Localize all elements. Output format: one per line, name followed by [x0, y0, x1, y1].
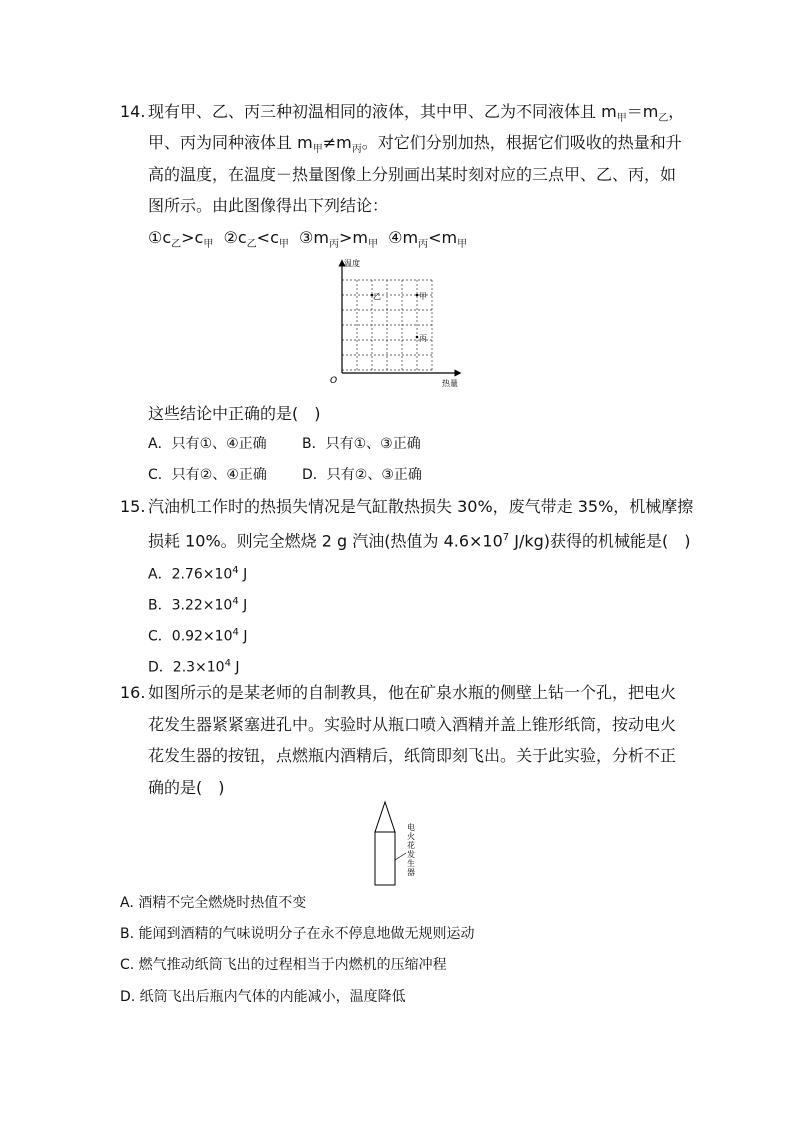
q15-option-a-value: 2.76×10 [171, 566, 233, 583]
origin-label: O [330, 376, 338, 386]
q15-option-b[interactable] [148, 591, 247, 617]
q14-option-d[interactable]: D．只有②、③正确 [302, 467, 422, 483]
q15-option-a[interactable] [148, 560, 247, 586]
q14-line3: 高的温度，在温度－热量图像上分别画出某时刻对应的三点甲、乙、丙，如 [148, 165, 677, 184]
q16-option-a[interactable]: A. 酒精不完全燃烧时热值不变 [120, 895, 307, 911]
q14-line2-text-b: ≠m [322, 133, 352, 152]
q16-option-c[interactable]: C. 燃气推动纸筒飞出的过程相当于内燃机的压缩冲程 [120, 957, 447, 973]
device-label-char: 生 [407, 859, 415, 868]
q15-line2-text-a: 损耗 10%。则完全燃烧 2 g 汽油(热值为 4.6×10 [148, 531, 503, 551]
q15-option-b-exp: 4 [232, 596, 239, 607]
q16-line2: 花发生器紧紧塞进孔中。实验时从瓶口喷入酒精并盖上锥形纸筒，按动电火 [148, 715, 677, 734]
paper-cone [375, 802, 395, 832]
point-yi-label: 乙 [373, 292, 381, 301]
q14-line1-text-a: 现有甲、乙、丙三种初温相同的液体，其中甲、乙为不同液体且 m [148, 102, 617, 121]
q15-option-a-exp: 4 [232, 565, 239, 576]
q16-option-d[interactable]: D. 纸筒飞出后瓶内气体的内能减小，温度降低 [120, 989, 406, 1005]
q15-option-c-value: 0.92×10 [171, 628, 233, 645]
q14-line1-text-c: ， [668, 102, 685, 121]
q14-option-b[interactable]: B．只有①、③正确 [302, 436, 421, 452]
q16-line3: 花发生器的按钮，点燃瓶内酒精后，纸筒即刻飞出。关于此实验，分析不正 [148, 746, 677, 765]
device-label-char: 器 [407, 868, 415, 877]
conclusion-4-a: ④m [388, 228, 419, 247]
q14-option-a[interactable]: A．只有①、④正确 [148, 436, 267, 452]
point-bing-label: 丙 [419, 334, 427, 343]
q15-option-d-label: D． [148, 659, 173, 676]
q15-line2 [148, 527, 691, 552]
q14-line4: 图所示。由此图像得出下列结论： [148, 196, 389, 215]
q15-option-d-exp: 4 [224, 658, 231, 669]
q15-option-a-unit: J [238, 566, 248, 583]
point-jia [416, 294, 419, 297]
q14-sub-jia-2: 甲 [312, 144, 323, 156]
q14-sub-yi-1: 乙 [658, 113, 669, 125]
q15-option-b-label: B． [148, 597, 172, 614]
q14-line2-text-c: 。对它们分别加热，根据它们吸收的热量和升 [361, 133, 682, 152]
mineral-bottle [375, 832, 395, 885]
temperature-heat-graph [320, 255, 470, 390]
q15-option-d-value: 2.3×10 [172, 659, 225, 676]
q15-option-d[interactable] [148, 653, 240, 679]
q16-option-b[interactable]: B. 能闻到酒精的气味说明分子在永不停息地做无规则运动 [120, 926, 475, 942]
conclusion-4-sub-2: 甲 [457, 239, 468, 251]
q15-option-c-label: C． [148, 628, 172, 645]
q15-exponent: 7 [502, 532, 510, 543]
q14-option-c[interactable]: C．只有②、④正确 [148, 467, 267, 483]
conclusion-4-sub-1: 丙 [418, 239, 429, 251]
q15-option-b-unit: J [238, 597, 248, 614]
q14-line2 [148, 132, 682, 161]
conclusion-2-a: ②c [223, 228, 247, 247]
device-label-char: 发 [407, 850, 415, 859]
q14-number: 14. [120, 102, 146, 121]
q14-conclusions [148, 227, 467, 256]
conclusion-1-sub-1: 乙 [171, 239, 182, 251]
q16-line4: 确的是( ) [148, 778, 225, 797]
point-jia-label: 甲 [419, 292, 427, 301]
q14-line1-text-b: ＝m [626, 102, 659, 121]
conclusion-1-sub-2: 甲 [203, 239, 214, 251]
conclusion-3-b: >m [338, 228, 368, 247]
x-axis-label: 热量 [442, 379, 458, 388]
conclusion-2-sub-1: 乙 [246, 239, 257, 251]
point-bing [416, 336, 419, 339]
q15-option-c-unit: J [238, 628, 248, 645]
conclusion-1-a: ①c [148, 228, 172, 247]
q14-line2-text-a: 甲、丙为同种液体且 m [148, 133, 313, 152]
q16-number: 16. [120, 683, 146, 702]
q14-sub-jia-1: 甲 [616, 113, 627, 125]
q15-option-c-exp: 4 [232, 627, 239, 638]
q16-line1: 如图所示的是某老师的自制教具，他在矿泉水瓶的侧壁上钻一个孔，把电火 [148, 683, 677, 702]
q15-line1: 汽油机工作时的热损失情况是气缸散热损失 30%，废气带走 35%，机械摩擦 [148, 497, 694, 516]
conclusion-3-sub-2: 甲 [367, 239, 378, 251]
y-axis-label: 温度 [344, 259, 360, 268]
conclusion-1-b: >c [181, 228, 204, 247]
q15-option-d-unit: J [230, 659, 240, 676]
conclusion-4-b: <m [428, 228, 458, 247]
device-label-char: 火 [407, 832, 415, 841]
bottle-device-diagram [365, 800, 425, 890]
q14-line1 [148, 101, 684, 130]
conclusion-2-b: <c [256, 228, 279, 247]
spark-generator-leader [395, 853, 406, 860]
conclusion-3-sub-1: 丙 [328, 239, 339, 251]
device-label-char: 电 [407, 823, 415, 832]
q14-sub-bing-2: 丙 [351, 144, 362, 156]
conclusion-3-a: ③m [299, 228, 329, 247]
device-label-char: 花 [407, 841, 415, 850]
conclusion-2-sub-2: 甲 [278, 239, 289, 251]
q15-option-a-label: A． [148, 566, 172, 583]
q15-option-c[interactable] [148, 622, 247, 648]
q15-option-b-value: 3.22×10 [171, 597, 233, 614]
q15-line2-text-b: J/kg)获得的机械能是( ) [509, 531, 691, 551]
q14-prompt: 这些结论中正确的是( ) [148, 404, 321, 423]
q15-number: 15. [120, 497, 146, 516]
